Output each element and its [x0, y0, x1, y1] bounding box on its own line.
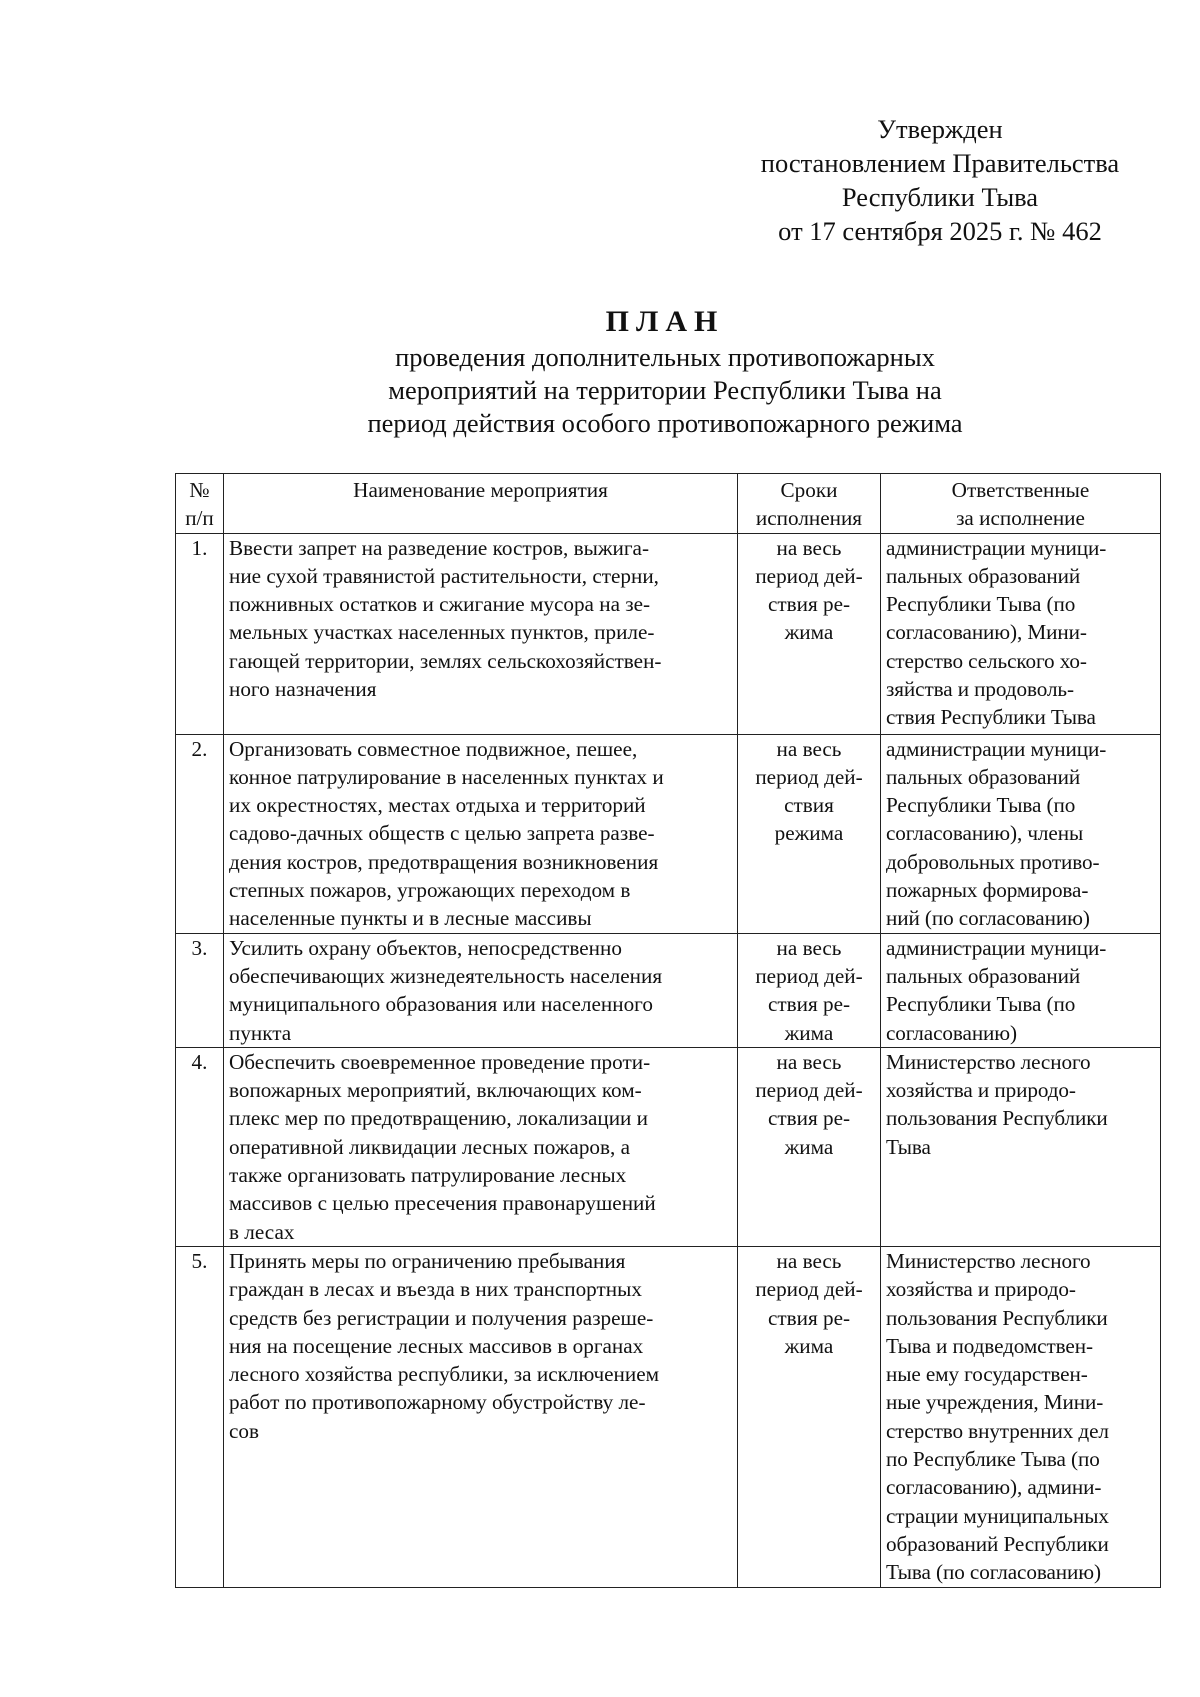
header-name: Наименование мероприятия	[224, 474, 738, 534]
row-activity: Обеспечить своевременное проведение проти- вопожарных мероприятий, включающих ком- плекс мер по предотвращению, локализации и оперативной ликвидации лесных пожаров, а также организовать патрулирование лесных массивов с целью пресечения правонарушений в лесах	[224, 1047, 738, 1246]
row-number: 3.	[176, 933, 224, 1047]
row-responsible: администрации муници- пальных образований Республики Тыва (по согласованию), Мини- стерство сельского хо- зяйства и продоволь- ствия Республики Тыва	[881, 533, 1161, 734]
row-activity: Ввести запрет на разведение костров, выжига- ние сухой травянистой растительности, стерни, пожнивных остатков и сжигание мусора на зе- мельных участках населенных пунктов, приле- гающей территории, землях сельскохозяйствен- ного назначения	[224, 533, 738, 734]
approval-stamp	[740, 112, 1140, 248]
table-row	[176, 734, 1161, 933]
table-row	[176, 533, 1161, 734]
row-number: 4.	[176, 1047, 224, 1246]
row-responsible: администрации муници- пальных образований Республики Тыва (по согласованию)	[881, 933, 1161, 1047]
approval-line: Республики Тыва	[841, 182, 1039, 212]
row-number: 1.	[176, 533, 224, 734]
row-activity: Организовать совместное подвижное, пешее, конное патрулирование в населенных пунктах и их окрестностях, местах отдыха и территорий садово-дачных обществ с целью запрета разве- дения костров, предотвращения возникновения степных пожаров, угрожающих переходом в населенные пункты и в лесные массивы	[224, 734, 738, 933]
row-activity: Принять меры по ограничению пребывания граждан в лесах и въезда в них транспортных средств без регистрации и получения разреше- ния на посещение лесных массивов в органах лесного хозяйства республики, за исключением работ по противопожарному обустройству ле- сов	[224, 1246, 738, 1587]
title-sub-line: проведения дополнительных противопожарных	[395, 342, 935, 372]
row-term: на весь период дей- ствия ре- жима	[738, 533, 881, 734]
title-sub-line: мероприятий на территории Республики Тыва на	[388, 375, 942, 405]
approval-line: постановлением Правительства	[760, 148, 1120, 178]
row-term: на весь период дей- ствия ре- жима	[738, 933, 881, 1047]
header-num: № п/п	[176, 474, 224, 534]
title-main: ПЛАН	[605, 305, 725, 338]
approval-line: Утвержден	[877, 114, 1003, 144]
row-responsible: Министерство лесного хозяйства и природо- пользования Республики Тыва и подведомствен- ные ему государствен- ные учреждения, Мини- стерство внутренних дел по Республике Тыва (по согласованию), админи- страции муниципальных образований Республики Тыва (по согласованию)	[881, 1246, 1161, 1587]
row-term: на весь период дей- ствия ре- жима	[738, 1246, 881, 1587]
table-header-row	[176, 474, 1161, 534]
title-subtitle	[300, 341, 1030, 440]
table-body	[176, 533, 1161, 1587]
title-sub-line: период действия особого противопожарного режима	[367, 408, 963, 438]
table-row	[176, 1246, 1161, 1587]
row-number: 5.	[176, 1246, 224, 1587]
header-term: Сроки исполнения	[738, 474, 881, 534]
row-responsible: Министерство лесного хозяйства и природо- пользования Республики Тыва	[881, 1047, 1161, 1246]
document-title	[300, 305, 1030, 440]
row-activity: Усилить охрану объектов, непосредственно обеспечивающих жизнедеятельность населения муниципального образования или населенного пункта	[224, 933, 738, 1047]
row-responsible: администрации муници- пальных образований Республики Тыва (по согласованию), члены добровольных противо- пожарных формирова- ний (по согласованию)	[881, 734, 1161, 933]
row-number: 2.	[176, 734, 224, 933]
row-term: на весь период дей- ствия ре- жима	[738, 1047, 881, 1246]
row-term: на весь период дей- ствия режима	[738, 734, 881, 933]
plan-table	[175, 473, 1161, 1588]
header-responsible: Ответственные за исполнение	[881, 474, 1161, 534]
approval-line: от 17 сентября 2025 г. № 462	[778, 216, 1102, 246]
table-row	[176, 1047, 1161, 1246]
table-row	[176, 933, 1161, 1047]
